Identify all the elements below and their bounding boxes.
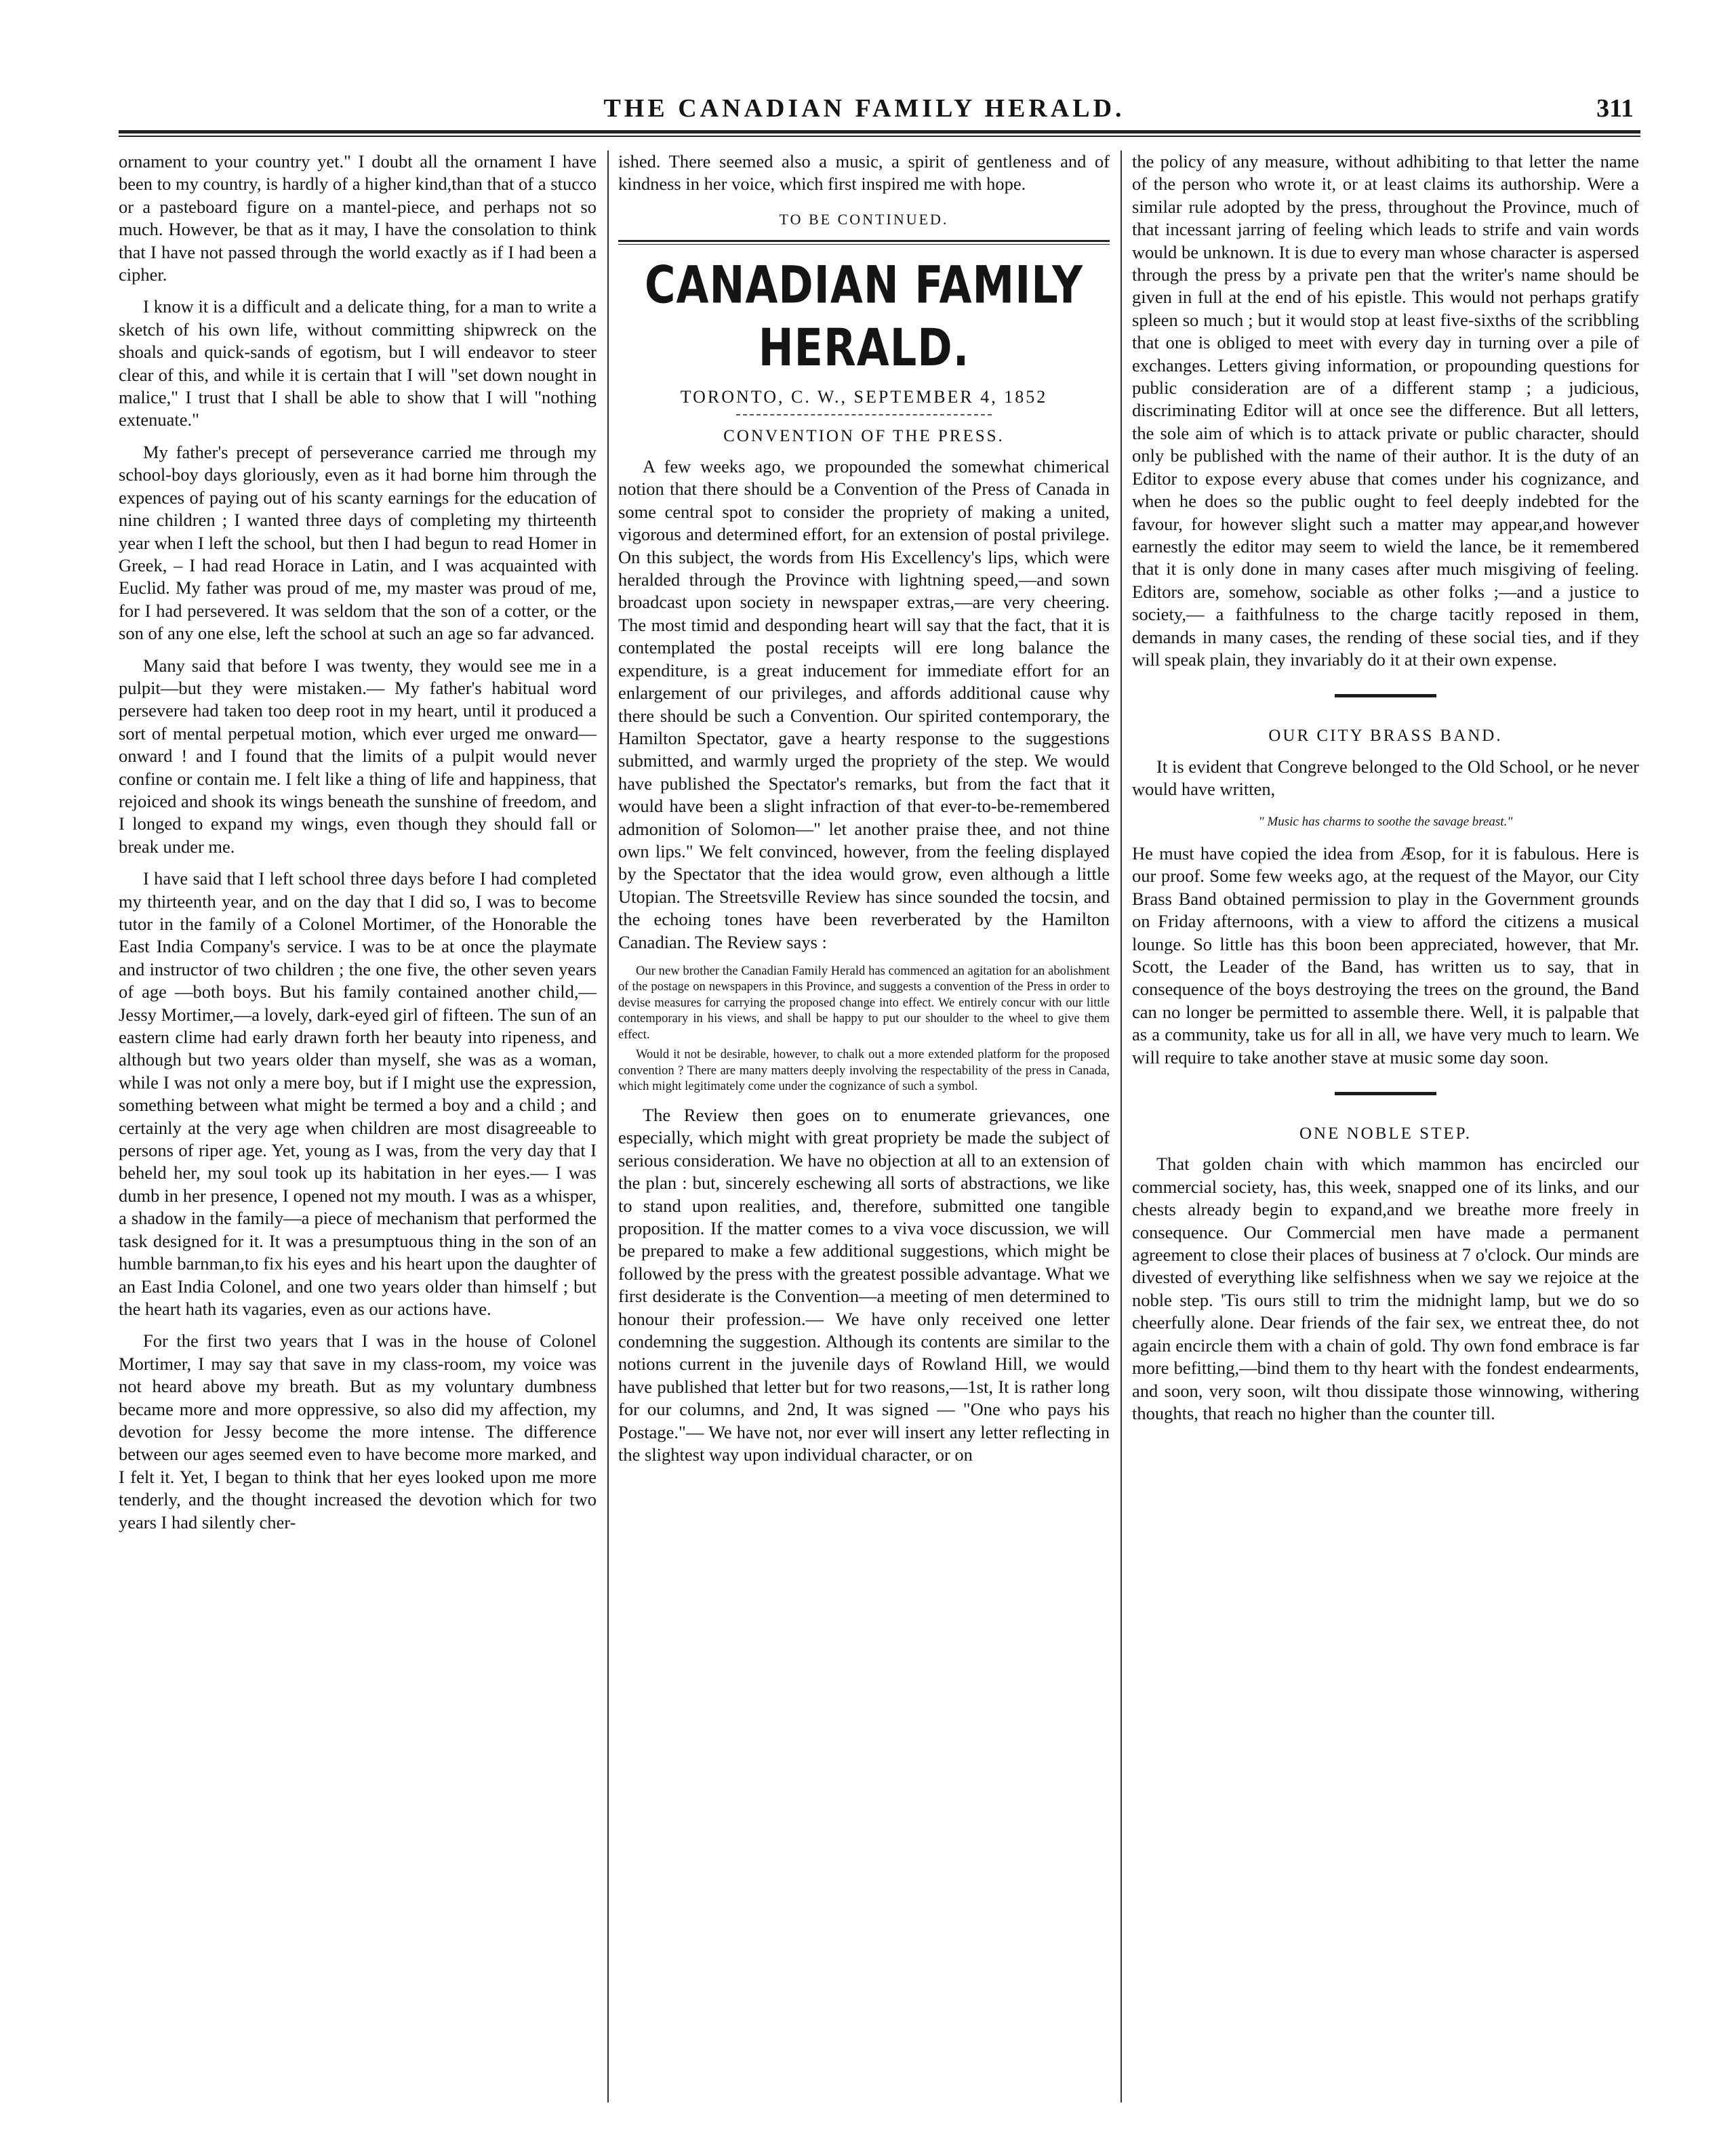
header-rule [119,130,1640,137]
paragraph: ished. There seemed also a music, a spirit of gentleness and of kindness in her voice, which first inspired me with hope. [618,151,1110,195]
paragraph: My father's precept of perseverance carried me through my school-boy days gloriously, even as it had borne him through the expences of paying out of his scanty earnings for the education of nine children ; I wanted three days of completing my thirteenth year when I left the school, but then I had begun to read Homer in Greek, – I had read Horace in Latin, and I was acquainted with Euclid. My father was proud of me, my master was proud of me, for I had persevered. It was seldom that the son of a cotter, or the son of any one else, left the school at such an age so far advanced. [119,441,597,644]
column-2 [618,150,1110,1476]
paragraph: I have said that I left school three days before I had completed my thirteenth year, and on the day that I did so, I was to become tutor in the family of a Colonel Mortimer, of the Honorable the East India Company's service. I was to be at once the playmate and instructor of two children ; the one five, the other seven years of age —both boys. But his family contained another child,—Jessy Mortimer,—a lovely, dark-eyed girl of fifteen. The sun of an eastern clime had early drawn forth her beauty into ripeness, and although but two years older than myself, she was as a woman, while I was not only a mere boy, but if I might use the expression, something between what might be termed a boy and a child ; and certainly at the very age when children are most disagreeable to persons of riper age. Yet, young as I was, from the very day that I beheld her, my soul took up its habitation in her eyes.— I was dumb in her presence, I opened not my mouth. I was as a whisper, a shadow in the family—a piece of mechanism that performed the task designed for it. It was a presumptuous thing in the son of an humble barnman,to fix his eyes and his heart upon the daughter of an East India Colonel, and one two years older than himself ; but the heart hath its vagaries, even as our actions have. [119,868,597,1319]
page-header [88,92,1640,133]
paragraph: ornament to your country yet." I doubt all the ornament I have been to my country, is hardly of a higher kind,than that of a stucco or a pasteboard figure on a mantel-piece, and perhaps not so much. However, be that as it may, I have the consolation to think that I have not passed through the world exactly as if I had been a cipher. [119,151,597,285]
epigraph: " Music has charms to soothe the savage breast." [1258,814,1513,829]
divider-rule [736,414,992,415]
quote-paragraph: Would it not be desirable, however, to chalk out a more extended platform for the proposed convention ? There are many matters deeply involving the respectability of the press in Canada, which might legitimately come under the cognizance of such a symbol. [618,1047,1110,1094]
section-heading: CONVENTION OF THE PRESS. [723,426,1005,445]
divider-rule [618,240,1110,245]
paragraph: A few weeks ago, we propounded the somewhat chimerical notion that there should be a Convention of the Press of Canada in some central spot to consider the propriety of making a united, vigorous and determined effort, for an extension of postal privilege. On this subject, the words from His Excellency's lips, which were heralded through the Province with lightning speed,—and sown broadcast upon society in newspaper extras,—are very cheering. The most timid and desponding heart will say that the fact, that it is contemplated the postal receipts will ere long balance the expenditure, is a great inducement for immediate effort for an enlargement of our privileges, and affords additional cause why there should be such a Convention. Our spirited contemporary, the Hamilton Spectator, gave a hearty response to the suggestions submitted, and warmly urged the propriety of the step. We would have published the Spectator's remarks, but from the fact that it would have been a slight infraction of that ever-to-be-remembered admonition of Solomon—" let another praise thee, and not thine own lips." We felt convinced, however, from the feeling displayed by the Spectator that the idea would grow, even although a little Utopian. The Streetsville Review has since sounded the tocsin, and the echoing tones have been reverberated by the Hamilton Canadian. The Review says : [618,456,1110,952]
column-divider [607,150,609,2102]
column-3 [1132,150,1639,1434]
page-number: 311 [1596,94,1634,123]
paragraph: The Review then goes on to enumerate grievances, one especially, which might with great propriety be made the subject of serious consideration. We have no objection at all to an extension of the plan : but, sincerely eschewing all sorts of abstractions, we like to stand upon realities, and, therefore, submitted one tangible proposition. If the matter comes to a viva voce discussion, we will be prepared to make a few additional suggestions, which might be followed by the press with the greatest possible advantage. What we first desiderate is the Convention—a meeting of men determined to honour their profession.— We have only received one letter condemning the suggestion. Although its contents are similar to the notions current in the juvenile days of Rowland Hill, we would have published that letter but for two reasons,—1st, It is rather long for our columns, and 2nd, It was signed — "One who pays his Postage."— We have not, nor ever will insert any letter reflecting in the slightest way upon individual character, or on [618,1104,1110,1465]
section-heading: OUR CITY BRASS BAND. [1268,727,1503,746]
masthead-title: CANADIAN FAMILY HERALD. [644,254,1084,378]
paragraph: I know it is a difficult and a delicate thing, for a man to write a sketch of his own life, without committing shipwreck on the shoals and quick-sands of egotism, but I will endeavor to steer clear of this, and while it is certain that I will "set down nought in malice," I trust that I shall be able to show that I will "nothing extenuate." [119,296,597,430]
section-separator [1335,694,1436,697]
paragraph: It is evident that Congreve belonged to the Old School, or he never would have written, [1132,756,1639,800]
paragraph: He must have copied the idea from Æsop, for it is fabulous. Here is our proof. Some few weeks ago, at the request of the Mayor, our City Brass Band obtained permission to play in the Government grounds on Friday afternoons, with a view to afford the citizens a musical lounge. So little has this boon been appreciated, however, that Mr. Scott, the Leader of the Band, has written us to say, that in consequence of the boys destroying the trees on the ground, the Band can no longer be permitted to assemble there. Well, it is palpable that as a community, take us for all in all, we have very much to learn. We will require to take another stave at music some day soon. [1132,842,1639,1068]
quote-paragraph: Our new brother the Canadian Family Herald has commenced an agitation for an abolishment of the postage on newspapers in this Province, and suggests a convention of the Press in order to devise measures for carrying the proposed change into effect. We entirely concur with our little contemporary in his views, and shall be happy to put our shoulder to the wheel to give them effect. [618,963,1110,1042]
quoted-extract [618,963,1110,1095]
section-heading: ONE NOBLE STEP. [1299,1124,1472,1143]
to-be-continued: TO BE CONTINUED. [779,210,949,228]
paragraph: For the first two years that I was in the house of Colonel Mortimer, I may say that save in my class-room, my voice was not heard above my breath. But as my voluntary dumbness became more and more oppressive, so also did my affection, my devotion for Jessy become the more intense. The difference between our ages seemed even to have become more marked, and I felt it. Yet, I began to think that her eyes looked upon me more tenderly, and the thought increased the devotion which for two years I had silently cher- [119,1330,597,1532]
column-1 [119,150,597,1543]
column-divider [1121,150,1122,2102]
section-separator [1335,1092,1436,1095]
dateline: TORONTO, C. W., SEPTEMBER 4, 1852 [680,387,1048,407]
paragraph: the policy of any measure, without adhibiting to that letter the name of the person who wrote it, or at least claims its authorship. Were a similar rule adopted by the press, throughout the Province, much of that incessant jarring of feeling which leads to strife and vain words would be unknown. It is due to every man whose character is aspersed through the press by a private pen that the writer's name should be given in full at the end of his epistle. This would not perhaps gratify spleen so much ; but it would stop at least five-sixths of the scribbling that one is obliged to meet with every day in turning over a pile of exchanges. Letters giving information, or propounding questions for public consideration are of a different stamp ; a judicious, discriminating Editor will at once see the difference. But all letters, the sole aim of which is to attack private or public character, should only be published with the name of their author. It is the duty of an Editor to expose every abuse that comes under his cognizance, and when he does so the public ought to feel deeply indebted for the favour, for however slight such a matter may appear,and however earnestly the editor may seem to wield the lance, be it remembered that it is only done in many cases after much misgiving of feeling. Editors are, somehow, sociable as other folks ;—and a justice to society,— a faithfulness to the charge tacitly reposed in them, demands in many cases, the rending of these social ties, and if they will speak plain, they invariably do it at their own expense. [1132,151,1639,670]
running-title: THE CANADIAN FAMILY HERALD. [603,94,1125,123]
paragraph: That golden chain with which mammon has encircled our commercial society, has, this week, snapped one of its links, and our chests already begin to expand,and we breathe more freely in consequence. Our Commercial men have made a permanent agreement to close their places of business at 7 o'clock. Our minds are divested of everything like selfishness when we say we rejoice at the noble step. 'Tis ours still to trim the midnight lamp, but we do so cheerfully alone. Dear friends of the fair sex, we entreat thee, do not again encircle them with a chain of gold. Thy own fond embrace is far more befitting,—bind them to thy heart with the fondest endearments, and soon, very soon, wilt thou dissipate those winnowing, withering thoughts, that reach no higher than the counter till. [1132,1154,1639,1423]
paragraph: Many said that before I was twenty, they would see me in a pulpit—but they were mistaken.— My father's habitual word persevere had taken too deep root in my heart, until it produced a sort of mental perpetual motion, which ever urged me onward—onward ! and I found that the limits of a pulpit would never confine or contain me. I felt like a thing of life and happiness, that rejoiced and shook its wings beneath the sunshine of freedom, and I longed to expand my wings, even though they should fall or break under me. [119,655,597,857]
